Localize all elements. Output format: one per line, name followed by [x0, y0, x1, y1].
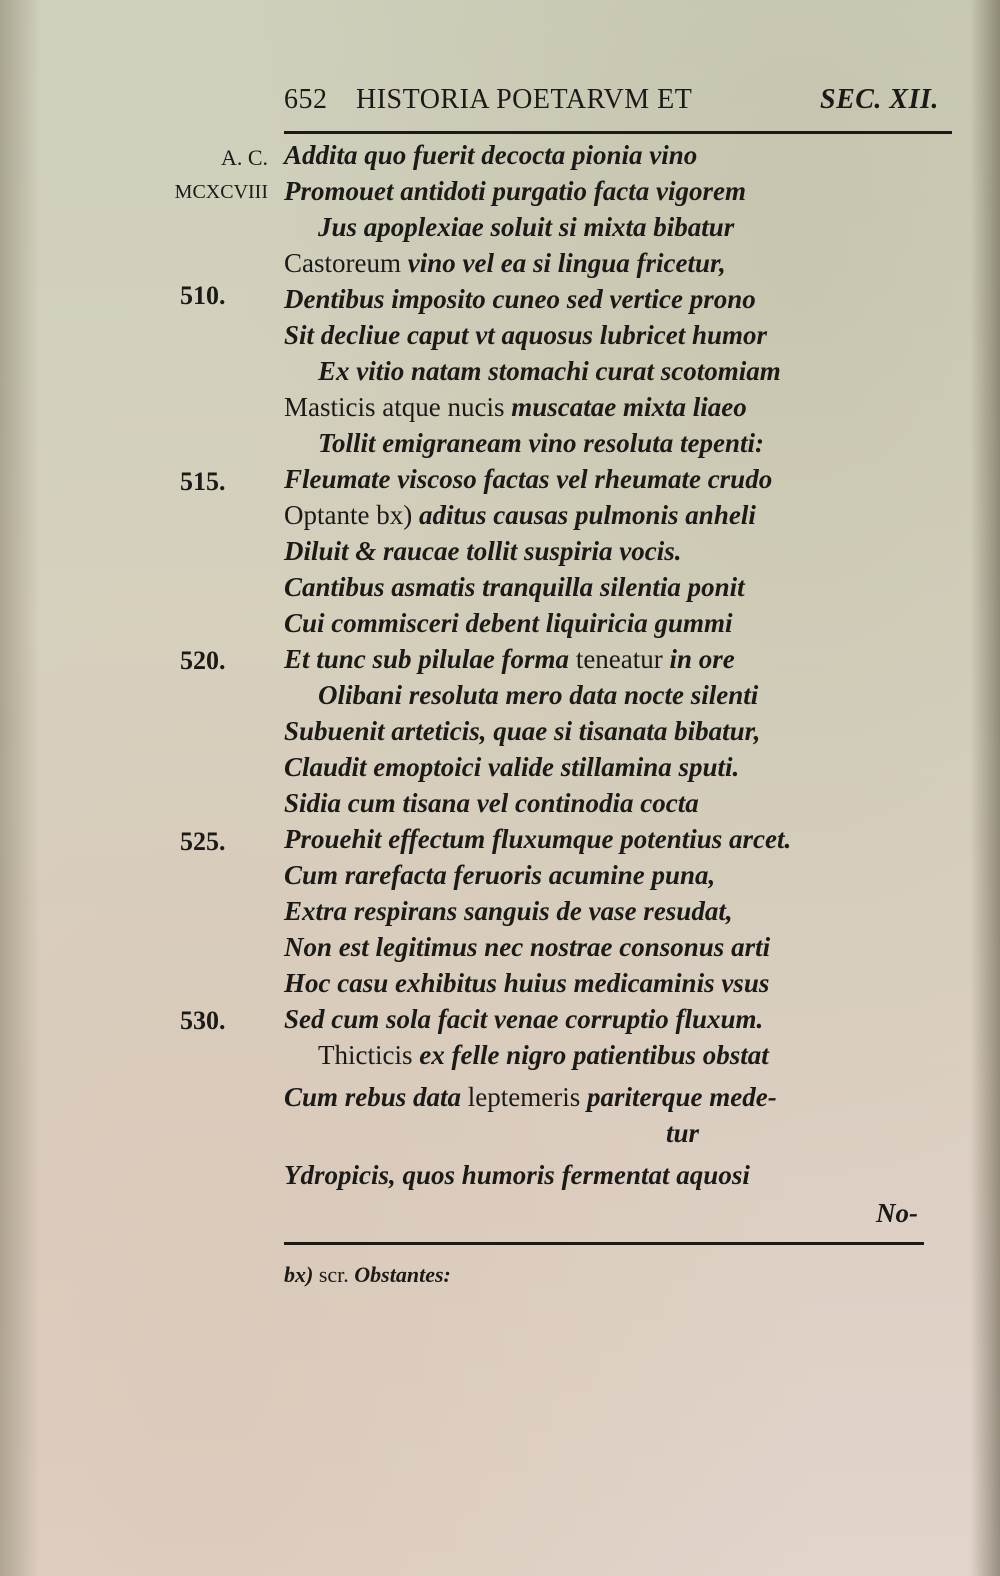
- verse-segment: Extra respirans sanguis de vase resudat,: [284, 896, 733, 926]
- line-number-525: 525.: [180, 827, 226, 856]
- verse-segment: tur: [666, 1118, 700, 1148]
- verse-line: [284, 462, 772, 496]
- verse-line: [284, 606, 733, 640]
- verse-segment: Sed cum sola facit venae corruptio fluxum.: [284, 1004, 764, 1034]
- margin-year-label: A. C.: [220, 145, 268, 170]
- verse-segment: Prouehit effectum fluxumque potentius arcet.: [284, 824, 792, 854]
- verse-line: [284, 894, 733, 928]
- verse-line: [284, 246, 726, 280]
- verse-line: [284, 138, 697, 172]
- verse-line: [284, 966, 769, 1000]
- verse-segment: teneatur: [575, 644, 670, 674]
- page-number: 652: [284, 84, 328, 115]
- footnote-mark: bx): [284, 1262, 314, 1287]
- verse-line: [318, 1038, 769, 1072]
- footnote: [284, 1258, 451, 1292]
- verse-segment: in ore: [669, 644, 735, 674]
- verse-segment: Et tunc sub pilulae forma: [284, 644, 576, 674]
- section-label: SEC. XII.: [820, 84, 939, 115]
- verse-segment: Subuenit arteticis, quae si tisanata bibatur,: [284, 716, 761, 746]
- verse-line: [318, 354, 781, 388]
- verse-segment: ex felle nigro patientibus obstat: [419, 1040, 769, 1070]
- verse-line: [318, 678, 758, 712]
- verse-segment: Ex vitio natam stomachi curat scotomiam: [318, 356, 781, 386]
- verse-segment: Jus apoplexiae soluit si mixta bibatur: [318, 212, 735, 242]
- header-rule: [284, 131, 952, 134]
- verse-line: [284, 642, 735, 676]
- verse-line: [318, 210, 734, 244]
- verse-line: [284, 786, 699, 820]
- verse-segment: Castoreum: [284, 248, 408, 278]
- verse-line: [284, 282, 756, 316]
- verse-line: [284, 1080, 777, 1114]
- verse-line: [284, 534, 682, 568]
- verse-segment: muscatae mixta liaeo: [511, 392, 747, 422]
- footnote-reading: Obstantes:: [354, 1262, 451, 1287]
- line-number-515: 515.: [180, 467, 226, 496]
- page-gutter-shadow: [0, 0, 40, 1576]
- verse-line: [284, 822, 791, 856]
- running-title: HISTORIA POETARVM ET: [356, 84, 693, 115]
- verse-segment: Cum rarefacta feruoris acumine puna,: [284, 860, 716, 890]
- verse-line: [284, 1158, 750, 1192]
- verse-line: [284, 858, 715, 892]
- verse-segment: pariterque mede-: [587, 1082, 777, 1112]
- verse-line-continuation: [666, 1116, 699, 1150]
- verse-line: [284, 390, 747, 424]
- verse-segment: Diluit & raucae tollit suspiria vocis.: [284, 536, 682, 566]
- verse-line: [284, 1002, 763, 1036]
- verse-line: [284, 570, 745, 604]
- verse-segment: Cantibus asmatis tranquilla silentia ponit: [284, 572, 745, 602]
- line-number-510: 510.: [180, 281, 226, 310]
- line-number-530: 530.: [180, 1006, 226, 1035]
- running-header: [284, 84, 974, 124]
- page-edge-shadow: [970, 0, 1000, 1576]
- verse-segment: Non est legitimus nec nostrae consonus arti: [284, 932, 771, 962]
- verse-segment: Sit decliue caput vt aquosus lubricet humor: [284, 320, 768, 350]
- verse-line: [284, 750, 739, 784]
- verse-segment: Masticis atque nucis: [284, 392, 512, 422]
- verse-segment: Optante bx): [284, 500, 419, 530]
- line-number-520: 520.: [180, 646, 226, 675]
- verse-line: [284, 318, 767, 352]
- margin-year: MCXCVIII: [174, 181, 268, 203]
- verse-segment: Olibani resoluta mero data nocte silenti: [318, 680, 759, 710]
- verse-segment: leptemeris: [467, 1082, 588, 1112]
- verse-segment: Fleumate viscoso factas vel rheumate crudo: [284, 464, 773, 494]
- verse-line: [318, 426, 764, 460]
- verse-segment: Cum rebus data: [284, 1082, 468, 1112]
- verse-segment: Tollit emigraneam vino resoluta tepenti:: [318, 428, 765, 458]
- verse-segment: Addita quo fuerit decocta pionia vino: [284, 140, 698, 170]
- footnote-rule: [284, 1242, 924, 1245]
- verse-segment: No-: [876, 1198, 918, 1228]
- verse-segment: Sidia cum tisana vel continodia cocta: [284, 788, 699, 818]
- verse-line: [284, 174, 746, 208]
- verse-line: [284, 930, 770, 964]
- verse-segment: Claudit emoptoici valide stillamina sputi.: [284, 752, 740, 782]
- verse-segment: Thicticis: [318, 1040, 420, 1070]
- verse-line: [284, 714, 760, 748]
- verse-line: [284, 498, 756, 532]
- verse-segment: vino vel ea si lingua fricetur,: [407, 248, 726, 278]
- verse-segment: Dentibus imposito cuneo sed vertice prono: [284, 284, 756, 314]
- catchword: [876, 1196, 918, 1230]
- verse-segment: Ydropicis, quos humoris fermentat aquosi: [284, 1160, 750, 1190]
- verse-segment: aditus causas pulmonis anheli: [418, 500, 756, 530]
- footnote-abbrev: scr.: [318, 1262, 349, 1287]
- verse-segment: Hoc casu exhibitus huius medicaminis vsus: [284, 968, 770, 998]
- verse-segment: Promouet antidoti purgatio facta vigorem: [284, 176, 747, 206]
- verse-segment: Cui commisceri debent liquiricia gummi: [284, 608, 733, 638]
